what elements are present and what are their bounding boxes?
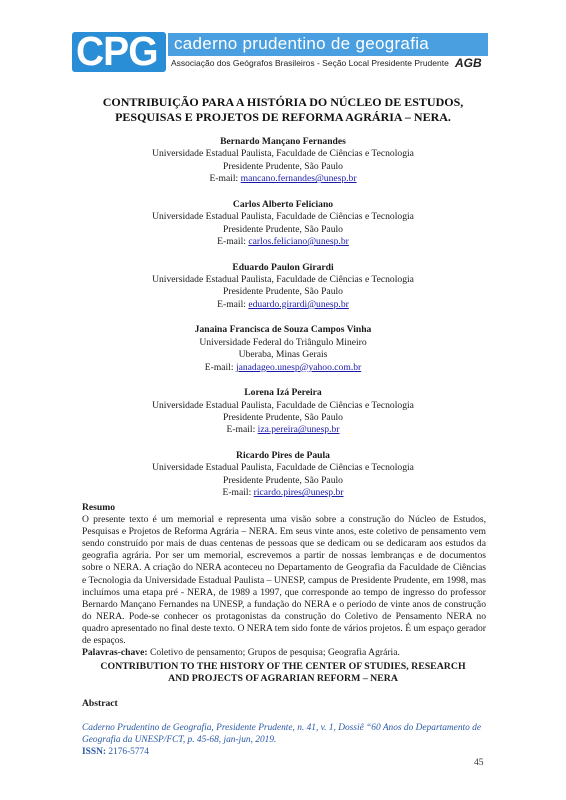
- author-city: Presidente Prudente, São Paulo: [223, 412, 343, 424]
- author-list: [60, 136, 506, 513]
- author-block: [60, 387, 506, 437]
- author-email-link[interactable]: eduardo.girardi@unesp.br: [248, 298, 349, 310]
- email-label: E-mail:: [226, 424, 256, 436]
- keywords-label: Palavras-chave:: [82, 647, 148, 659]
- author-email-link[interactable]: iza.pereira@unesp.br: [257, 424, 340, 436]
- article-title-line-1: CONTRIBUIÇÃO PARA A HISTÓRIA DO NÚCLEO DE ESTUDOS,: [102, 95, 464, 109]
- author-affiliation: Universidade Estadual Paulista, Faculdade de Ciências e Tecnologia: [152, 148, 414, 160]
- citation-footer: Caderno Prudentino de Geografia, Presidente Prudente, n. 41, v. 1, Dossiê “60 Anos do Departamento de Geografia da UNESP/FCT, p. 45-68, jan-jun, 2019.: [82, 723, 481, 745]
- article-title-line-2: PESQUISAS E PROJETOS DE REFORMA AGRÁRIA – NERA.: [115, 110, 451, 124]
- author-city: Presidente Prudente, São Paulo: [223, 474, 343, 486]
- english-title: [70, 661, 496, 685]
- email-label: E-mail:: [217, 298, 246, 310]
- author-block: [60, 136, 506, 186]
- author-name: Bernardo Mançano Fernandes: [220, 136, 346, 147]
- journal-banner: [168, 33, 488, 56]
- author-email-link[interactable]: mancano.fernandes@unesp.br: [240, 173, 357, 185]
- author-city: Presidente Prudente, São Paulo: [223, 286, 343, 298]
- author-affiliation: Universidade Estadual Paulista, Faculdade de Ciências e Tecnologia: [152, 462, 414, 474]
- author-block: [60, 262, 506, 312]
- agb-logo-icon: [454, 55, 490, 69]
- english-title-line-2: AND PROJECTS OF AGRARIAN REFORM – NERA: [168, 673, 398, 685]
- author-email-link[interactable]: janadageo.unesp@yahoo.com.br: [235, 361, 362, 373]
- english-title-line-1: CONTRIBUTION TO THE HISTORY OF THE CENTER OF STUDIES, RESEARCH: [100, 661, 466, 672]
- issn-value: 2176-5774: [108, 747, 149, 757]
- author-city: Presidente Prudente, São Paulo: [223, 223, 343, 235]
- svg-text:AGB: AGB: [455, 56, 482, 69]
- author-affiliation: Universidade Estadual Paulista, Faculdade de Ciências e Tecnologia: [152, 211, 414, 223]
- author-name: Carlos Alberto Feliciano: [232, 198, 334, 210]
- author-affiliation: Universidade Estadual Paulista, Faculdade de Ciências e Tecnologia: [152, 399, 414, 411]
- journal-header: [72, 28, 492, 74]
- journal-title: caderno prudentino de geografia: [174, 34, 430, 53]
- author-city: Uberaba, Minas Gerais: [238, 349, 328, 361]
- email-label: E-mail:: [217, 236, 246, 248]
- association-line: Associação dos Geógrafos Brasileiros - Seção Local Presidente Prudente: [171, 58, 449, 68]
- author-email-link[interactable]: carlos.feliciano@unesp.br: [248, 236, 349, 248]
- resumo-heading: Resumo: [82, 502, 116, 513]
- author-city: Presidente Prudente, São Paulo: [223, 160, 343, 172]
- author-name: Eduardo Paulon Girardi: [232, 261, 334, 273]
- author-block: [60, 324, 506, 374]
- author-block: [60, 199, 506, 249]
- author-name: Lorena Izá Pereira: [244, 387, 322, 399]
- logo-text: CPG: [76, 28, 158, 74]
- abstract-heading: Abstract: [82, 698, 118, 709]
- page-number: 45: [474, 757, 484, 768]
- keywords-line: [82, 647, 486, 659]
- email-label: E-mail:: [209, 173, 239, 185]
- author-name: Ricardo Pires de Paula: [236, 450, 330, 462]
- article-title: [60, 95, 506, 125]
- author-name: Janaina Francisca de Souza Campos Vinha: [194, 324, 372, 336]
- issn-label: ISSN:: [82, 747, 106, 757]
- email-label: E-mail:: [222, 487, 252, 499]
- resumo-section: [82, 502, 486, 659]
- issn-line: [82, 747, 149, 757]
- author-affiliation: Universidade Estadual Paulista, Faculdade de Ciências e Tecnologia: [152, 274, 414, 286]
- email-label: E-mail:: [204, 361, 234, 373]
- author-affiliation: Universidade Federal do Triângulo Mineiro: [199, 336, 367, 348]
- resumo-body: O presente texto é um memorial e representa uma visão sobre a construção do Núcleo de Estudos, Pesquisas e Projetos de Reforma Agrária – NERA. Em seus vinte anos, este coletivo de pensamento vem sendo construído por mais de duas centenas de pessoas que se dedicam ou se dedicaram aos estudos da geografia agrária. Por ser um memorial, escrevemos a partir de nossas lembranças e de documentos sobre o NERA. A criação do NERA aconteceu no Departamento de Geografia da Faculdade de Ciências e Tecnologia da Universidade Estadual Paulista – UNESP, campus de Presidente Prudente, em 1998, mas incluímos uma etapa pré - NERA, de 1989 a 1997, que corresponde ao tempo de ingresso do professor Bernardo Mançano Fernandes na UNESP, a fundação do NERA e o período de vinte anos de construção do NERA. Pode-se conhecer os protagonistas da construção do Coletivo de Pensamento NERA no quadro apresentado no final deste texto. O NERA tem sido fonte de vários projetos. É um espaço gerador de espaços.: [82, 514, 486, 647]
- cpg-logo: [72, 28, 166, 74]
- author-email-link[interactable]: ricardo.pires@unesp.br: [253, 487, 344, 499]
- author-block: [60, 450, 506, 500]
- keywords-text: Coletivo de pensamento; Grupos de pesquisa; Geografia Agrária.: [149, 647, 400, 659]
